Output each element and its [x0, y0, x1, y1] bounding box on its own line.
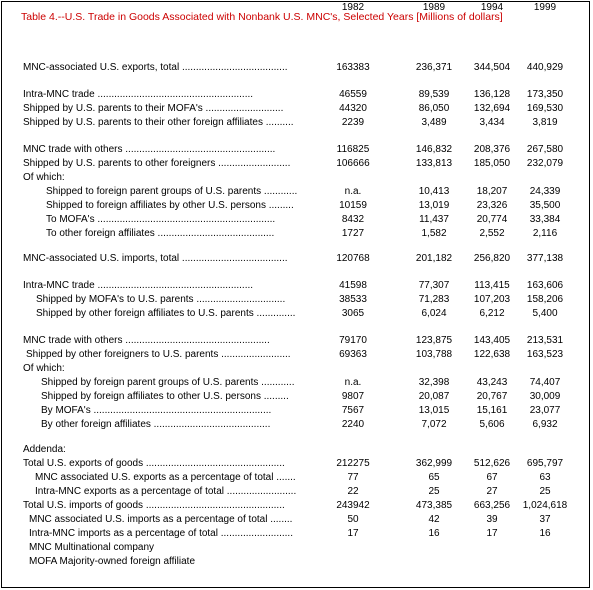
row-value-1994: 23,326: [476, 200, 508, 211]
row-value-1989: 25: [428, 486, 440, 497]
row-label: MNC associated U.S. imports as a percentage of total ........: [29, 514, 293, 525]
row-value-1989: 86,050: [418, 103, 450, 114]
row-value-1989: 201,182: [415, 253, 453, 264]
row-value-1989: 10,413: [418, 186, 450, 197]
row-label: MNC-associated U.S. exports, total ......................................: [23, 62, 288, 73]
row-label: Intra-MNC exports as a percentage of total .........................: [35, 486, 297, 497]
table-frame: [1, 1, 590, 588]
table-row: [2, 185, 591, 198]
row-value-1982: 79170: [339, 335, 367, 346]
table-row: [2, 171, 591, 184]
row-label: Intra-MNC trade ........................................................: [23, 280, 254, 291]
row-label: Intra-MNC trade ........................................................: [23, 89, 254, 100]
row-value-1994: 136,128: [473, 89, 511, 100]
row-value-1994: 3,434: [479, 117, 505, 128]
table-row: [2, 443, 591, 456]
row-value-1989: 133,813: [415, 158, 453, 169]
row-label: Total U.S. exports of goods ..................................................: [23, 458, 285, 469]
row-value-1982: 3065: [341, 308, 365, 319]
table-row: [2, 418, 591, 431]
row-label: By MOFA's ................................................................: [41, 405, 272, 416]
row-value-1982: 212275: [336, 458, 370, 469]
row-label: Shipped by other foreign affiliates to U.S. parents ..............: [36, 308, 296, 319]
row-label: MNC-associated U.S. imports, total ......................................: [23, 253, 288, 264]
row-label: Shipped by foreign affiliates to other U.S. persons .........: [41, 391, 289, 402]
table-row: [2, 293, 591, 306]
row-label: To MOFA's ................................................................: [46, 214, 276, 225]
row-value-1989: 7,072: [421, 419, 447, 430]
row-value-1989: 3,489: [421, 117, 447, 128]
year-header-1999: 1999: [533, 2, 557, 13]
row-label: Intra-MNC imports as a percentage of total ..........................: [29, 528, 293, 539]
table-row: [2, 541, 591, 554]
row-value-1999: 173,350: [526, 89, 564, 100]
row-label: MNC trade with others ......................................................: [23, 144, 276, 155]
row-value-1999: 2,116: [532, 228, 558, 239]
table-row: [2, 471, 591, 484]
row-value-1999: 33,384: [529, 214, 561, 225]
row-value-1994: 208,376: [473, 144, 511, 155]
row-value-1994: 107,203: [473, 294, 511, 305]
row-value-1982: 243942: [336, 500, 370, 511]
row-value-1982: 77: [347, 472, 359, 483]
row-value-1982: 41598: [339, 280, 367, 291]
table-row: [2, 88, 591, 101]
row-value-1989: 71,283: [418, 294, 450, 305]
row-value-1989: 77,307: [418, 280, 450, 291]
row-label: MNC associated U.S. exports as a percentage of total .......: [35, 472, 296, 483]
row-value-1989: 13,019: [418, 200, 450, 211]
row-value-1994: 27: [486, 486, 498, 497]
row-value-1999: 30,009: [529, 391, 561, 402]
table-row: [2, 199, 591, 212]
row-label: MNC trade with others ....................................................: [23, 335, 270, 346]
row-value-1982: 50: [347, 514, 359, 525]
row-value-1994: 43,243: [476, 377, 508, 388]
row-value-1999: 158,206: [526, 294, 564, 305]
row-value-1999: 267,580: [526, 144, 564, 155]
table-row: [2, 457, 591, 470]
row-label: Total U.S. imports of goods ..................................................: [23, 500, 285, 511]
table-row: [2, 116, 591, 129]
table-row: [2, 376, 591, 389]
row-value-1994: 663,256: [473, 500, 511, 511]
row-value-1982: 17: [347, 528, 359, 539]
row-label: Shipped to foreign affiliates by other U.S. persons .........: [46, 200, 294, 211]
row-value-1994: 143,405: [473, 335, 511, 346]
table-row: [2, 252, 591, 265]
row-label: By other foreign affiliates ..........................................: [41, 419, 271, 430]
row-value-1999: 16: [539, 528, 551, 539]
row-value-1994: 39: [486, 514, 498, 525]
row-label: Shipped by foreign parent groups of U.S. parents ............: [41, 377, 295, 388]
row-label: Shipped by other foreigners to U.S. parents .........................: [26, 349, 291, 360]
row-value-1994: 185,050: [473, 158, 511, 169]
table-row: [2, 227, 591, 240]
table-row: [2, 307, 591, 320]
row-value-1982: n.a.: [344, 377, 362, 388]
table-row: [2, 334, 591, 347]
row-label: Shipped by U.S. parents to other foreigners ..........................: [23, 158, 291, 169]
table-row: [2, 143, 591, 156]
table-row: [2, 61, 591, 74]
row-value-1989: 146,832: [415, 144, 453, 155]
row-value-1999: 23,077: [529, 405, 561, 416]
row-value-1982: 69363: [339, 349, 367, 360]
row-value-1989: 103,788: [415, 349, 453, 360]
row-value-1989: 65: [428, 472, 440, 483]
table-row: [2, 102, 591, 115]
row-value-1999: 3,819: [532, 117, 558, 128]
table-row: [2, 213, 591, 226]
table-row: [2, 404, 591, 417]
row-value-1999: 440,929: [526, 62, 564, 73]
row-value-1982: 2239: [341, 117, 365, 128]
row-value-1982: 1727: [341, 228, 365, 239]
row-value-1994: 132,694: [473, 103, 511, 114]
row-label: MNC Multinational company: [29, 542, 155, 553]
row-value-1994: 5,606: [479, 419, 505, 430]
row-value-1989: 32,398: [418, 377, 450, 388]
row-value-1994: 512,626: [473, 458, 511, 469]
row-value-1982: 9807: [341, 391, 365, 402]
table-row: [2, 279, 591, 292]
row-value-1994: 122,638: [473, 349, 511, 360]
year-header-1989: 1989: [422, 2, 446, 13]
table-row: [2, 555, 591, 568]
table-row: [2, 485, 591, 498]
row-value-1982: 106666: [336, 158, 370, 169]
row-value-1999: 74,407: [529, 377, 561, 388]
row-value-1989: 123,875: [415, 335, 453, 346]
year-header-1982: 1982: [341, 2, 365, 13]
row-label: Of which:: [23, 363, 65, 374]
row-label: MOFA Majority-owned foreign affiliate: [29, 556, 196, 567]
row-value-1994: 2,552: [479, 228, 505, 239]
row-label: Shipped by MOFA's to U.S. parents ................................: [36, 294, 286, 305]
row-value-1999: 5,400: [532, 308, 558, 319]
row-label: Addenda:: [23, 444, 66, 455]
row-value-1994: 20,767: [476, 391, 508, 402]
row-value-1989: 42: [428, 514, 440, 525]
table-row: [2, 527, 591, 540]
row-value-1994: 18,207: [476, 186, 508, 197]
row-value-1994: 67: [486, 472, 498, 483]
row-value-1982: 163383: [336, 62, 370, 73]
row-value-1994: 256,820: [473, 253, 511, 264]
row-value-1999: 6,932: [532, 419, 558, 430]
row-value-1994: 344,504: [473, 62, 511, 73]
row-label: Shipped by U.S. parents to their other foreign affiliates ..........: [23, 117, 294, 128]
row-value-1999: 232,079: [526, 158, 564, 169]
row-label: Shipped to foreign parent groups of U.S. parents ............: [46, 186, 298, 197]
row-value-1982: 22: [347, 486, 359, 497]
table-row: [2, 362, 591, 375]
row-value-1982: 116825: [336, 144, 370, 155]
row-value-1982: 8432: [341, 214, 365, 225]
row-value-1999: 1,024,618: [522, 500, 568, 511]
row-label: Of which:: [23, 172, 65, 183]
row-value-1989: 16: [428, 528, 440, 539]
row-value-1999: 169,530: [526, 103, 564, 114]
row-value-1989: 20,087: [418, 391, 450, 402]
row-value-1994: 6,212: [479, 308, 505, 319]
row-value-1982: 44320: [339, 103, 367, 114]
row-value-1982: 46559: [339, 89, 367, 100]
table-title: Table 4.--U.S. Trade in Goods Associated with Nonbank U.S. MNC's, Selected Years [Millions of dollars]: [21, 11, 503, 23]
row-value-1999: 163,606: [526, 280, 564, 291]
row-value-1999: 163,523: [526, 349, 564, 360]
table-row: [2, 390, 591, 403]
row-value-1994: 15,161: [476, 405, 508, 416]
row-label: To other foreign affiliates ..........................................: [46, 228, 275, 239]
row-value-1999: 63: [539, 472, 551, 483]
row-value-1982: 10159: [339, 200, 367, 211]
row-value-1989: 236,371: [415, 62, 453, 73]
row-value-1994: 17: [486, 528, 498, 539]
row-value-1994: 113,415: [474, 280, 510, 291]
row-value-1989: 362,999: [415, 458, 453, 469]
table-row: [2, 499, 591, 512]
row-value-1999: 695,797: [526, 458, 564, 469]
row-value-1982: 38533: [339, 294, 367, 305]
table-row: [2, 157, 591, 170]
row-value-1989: 89,539: [418, 89, 450, 100]
table-row: [2, 513, 591, 526]
row-value-1982: 120768: [336, 253, 370, 264]
row-value-1989: 13,015: [418, 405, 450, 416]
year-header-1994: 1994: [480, 2, 504, 13]
row-value-1994: 20,774: [476, 214, 508, 225]
row-label: Shipped by U.S. parents to their MOFA's ............................: [23, 103, 284, 114]
row-value-1999: 213,531: [526, 335, 564, 346]
row-value-1982: 7567: [341, 405, 365, 416]
row-value-1989: 6,024: [421, 308, 447, 319]
row-value-1999: 35,500: [529, 200, 561, 211]
row-value-1999: 377,138: [526, 253, 564, 264]
row-value-1982: n.a.: [344, 186, 362, 197]
row-value-1999: 25: [539, 486, 551, 497]
row-value-1989: 1,582: [421, 228, 447, 239]
row-value-1989: 473,385: [415, 500, 453, 511]
row-value-1999: 24,339: [529, 186, 561, 197]
row-value-1982: 2240: [341, 419, 365, 430]
row-value-1989: 11,437: [419, 214, 449, 225]
table-row: [2, 348, 591, 361]
row-value-1999: 37: [539, 514, 551, 525]
